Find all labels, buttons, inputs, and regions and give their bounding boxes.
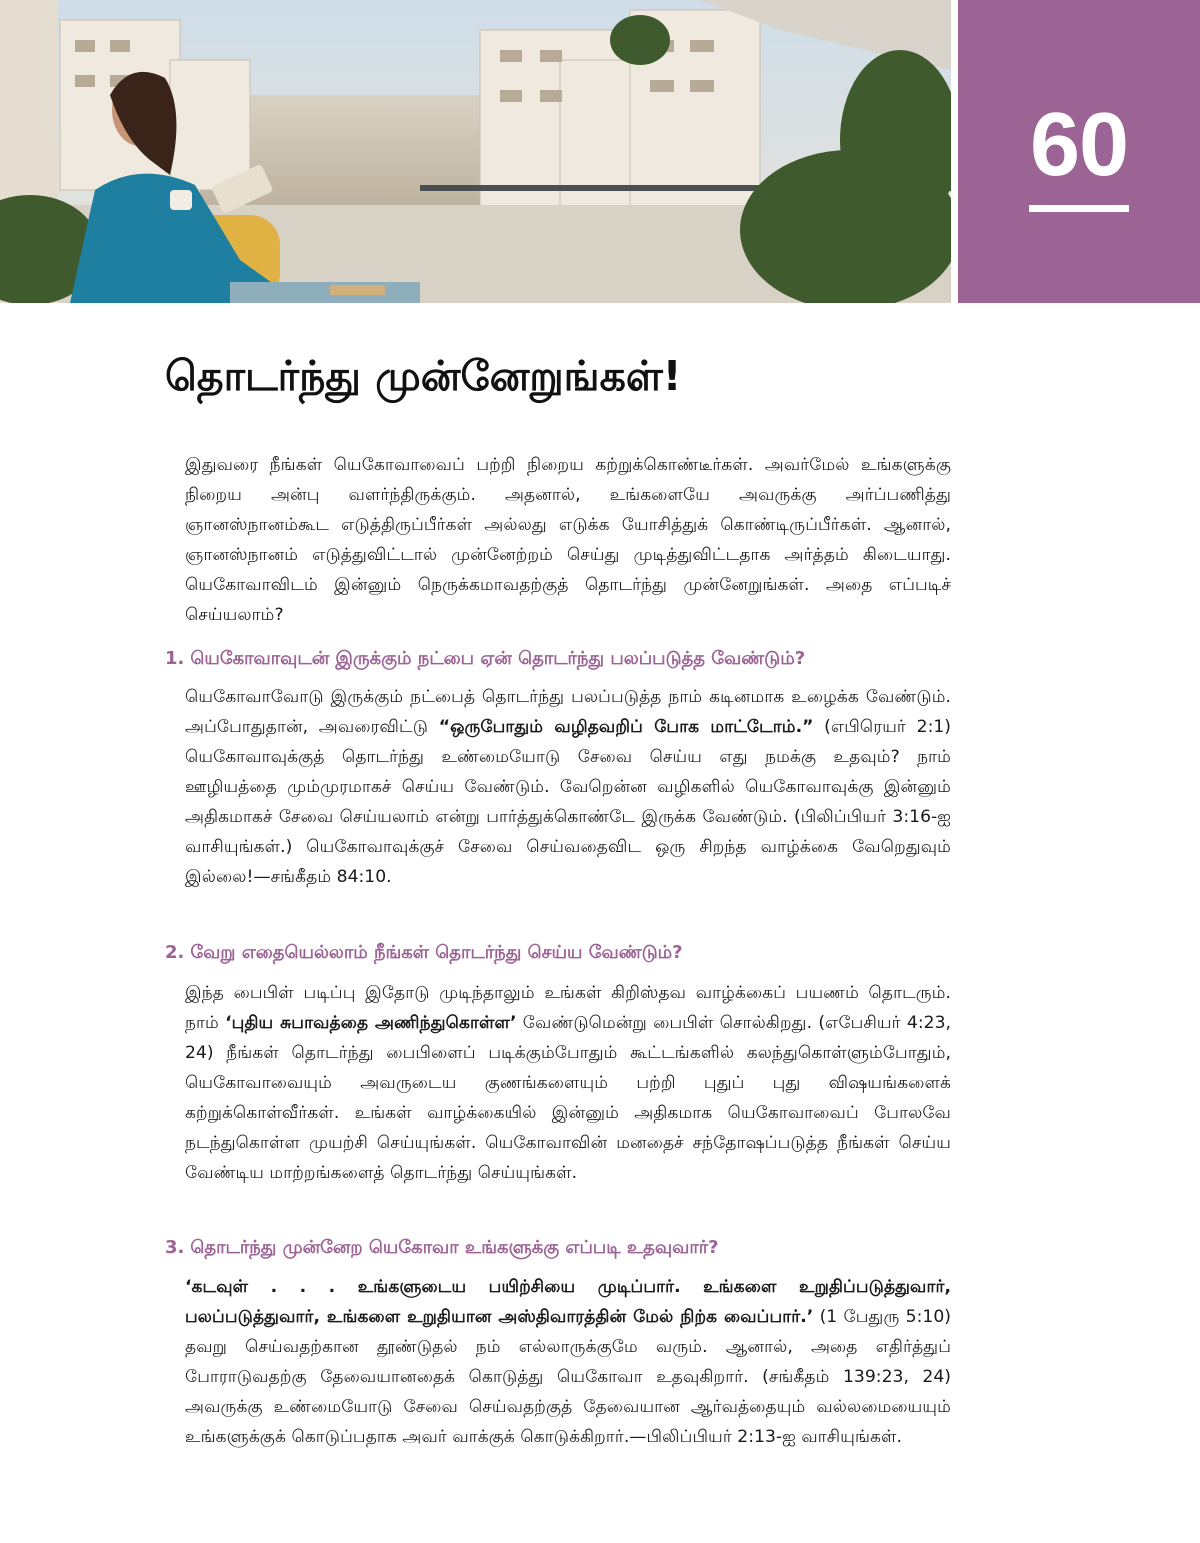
section-3-paragraph bbox=[185, 1272, 951, 1452]
lesson-number-block bbox=[958, 0, 1200, 303]
section-1-paragraph bbox=[185, 682, 951, 892]
section-3-question bbox=[165, 1235, 965, 1261]
section-2-paragraph bbox=[185, 978, 951, 1188]
section-2-text-after: வேண்டுமென்று பைபிள் சொல்கிறது. (எபேசியர் 4:23, 24) நீங்கள் தொடர்ந்து பைபிளைப் படிக்கும்போதும் கூட்டங்களில் கலந்துகொள்ளும்போதும், யெகோவாவையும் அவருடைய குணங்களையும் பற்றி புதுப் புது விஷயங்களைக் கற்றுக்கொள்வீர்கள். உங்கள் வாழ்க்கையில் இன்னும் அதிகமாக யெகோவாவைப் போலவே நடந்துகொள்ள முயற்சி செய்யுங்கள். யெகோவாவின் மனதைச் சந்தோஷப்படுத்த நீங்கள் செய்ய வேண்டிய மாற்றங்களைத் தொடர்ந்து செய்யுங்கள். bbox=[185, 1013, 951, 1183]
section-3-text-after: (1 பேதுரு 5:10) தவறு செய்வதற்கான தூண்டுதல் நம் எல்லாருக்குமே வரும். ஆனால், அதை எதிர்த்துப் போராடுவதற்கு தேவையானதைக் கொடுத்து யெகோவா உதவுகிறார். (சங்கீதம் 139:23, 24) அவருக்கு உண்மையோடு சேவை செய்வதற்குத் தேவையான ஆர்வத்தையும் வல்லமையையும் உங்களுக்குக் கொடுப்பதாக அவர் வாக்குக் கொடுக்கிறார்.—பிலிப்பியர் 2:13-ஐ வாசியுங்கள். bbox=[185, 1307, 951, 1447]
section-1-number: 1. bbox=[165, 648, 185, 669]
section-1-text-before: யெகோவாவோடு இருக்கும் நட்பைத் தொடர்ந்து பலப்படுத்த நாம் கடினமாக உழைக்க வேண்டும். அப்போதுதான், அவரைவிட்டு bbox=[185, 687, 951, 737]
section-2-number: 2. bbox=[165, 942, 185, 963]
section-1-text-after: (எபிரெயர் 2:1) யெகோவாவுக்குத் தொடர்ந்து உண்மையோடு சேவை செய்ய எது நமக்கு உதவும்? நாம் ஊழியத்தை மும்முரமாகச் செய்ய வேண்டும். வேறென்ன வழிகளில் யெகோவாவுக்கு இன்னும் அதிகமாகச் சேவை செய்யலாம் என்று பார்த்துக்கொண்டே இருக்க வேண்டும். (பிலிப்பியர் 3:16-ஐ வாசியுங்கள்.) யெகோவாவுக்குச் சேவை செய்வதைவிட ஒரு சிறந்த வாழ்க்கை வேறெதுவும் இல்லை!—சங்கீதம் 84:10. bbox=[185, 717, 951, 887]
section-1-bold-quote: “ஒருபோதும் வழிதவறிப் போக மாட்டோம்.” bbox=[438, 717, 814, 737]
book-on-table bbox=[330, 285, 385, 295]
section-2-question-text: வேறு எதையெல்லாம் நீங்கள் தொடர்ந்து செய்ய வேண்டும்? bbox=[190, 942, 683, 963]
intro-paragraph: இதுவரை நீங்கள் யெகோவாவைப் பற்றி நிறைய கற்றுக்கொண்டீர்கள். அவர்மேல் உங்களுக்கு நிறைய அன்பு வளர்ந்திருக்கும். அதனால், உங்களையே அவருக்கு அர்ப்பணித்து ஞானஸ்நானம்கூட எடுத்திருப்பீர்கள் அல்லது எடுக்க யோசித்துக் கொண்டிருப்பீர்கள். ஆனால், ஞானஸ்நானம் எடுத்துவிட்டால் முன்னேற்றம் செய்து முடித்துவிட்டதாக அர்த்தம் கிடையாது. யெகோவாவிடம் இன்னும் நெருக்கமாவதற்குத் தொடர்ந்து முன்னேறுங்கள். அதை எப்படிச் செய்யலாம்? bbox=[185, 455, 951, 625]
lesson-number-underline bbox=[1029, 205, 1129, 212]
section-3-bold-quote: ‘கடவுள் . . . உங்களுடைய பயிற்சியை முடிப்பார். உங்களை உறுதிப்படுத்துவார், பலப்படுத்துவார், உங்களை உறுதியான அஸ்திவாரத்தின் மேல் நிற்க வைப்பார்.’ bbox=[185, 1277, 951, 1327]
side-table bbox=[230, 282, 420, 303]
section-3-question-text: தொடர்ந்து முன்னேற யெகோவா உங்களுக்கு எப்படி உதவுவார்? bbox=[190, 1237, 719, 1258]
header-photo bbox=[0, 0, 951, 303]
section-3-number: 3. bbox=[165, 1237, 185, 1258]
section-2-text-before: இந்த பைபிள் படிப்பு இதோடு முடிந்தாலும் உங்கள் கிறிஸ்தவ வாழ்க்கைப் பயணம் தொடரும். நாம் bbox=[185, 983, 951, 1033]
section-2-bold-quote: ‘புதிய சுபாவத்தை அணிந்துகொள்ள’ bbox=[225, 1013, 517, 1033]
page-title: தொடர்ந்து முன்னேறுங்கள்! bbox=[165, 352, 682, 400]
section-1-question bbox=[165, 646, 965, 672]
section-2-question bbox=[165, 940, 965, 966]
lesson-number: 60 bbox=[1029, 95, 1129, 195]
section-1-question-text: யெகோவாவுடன் இருக்கும் நட்பை ஏன் தொடர்ந்து பலப்படுத்த வேண்டும்? bbox=[190, 648, 806, 669]
